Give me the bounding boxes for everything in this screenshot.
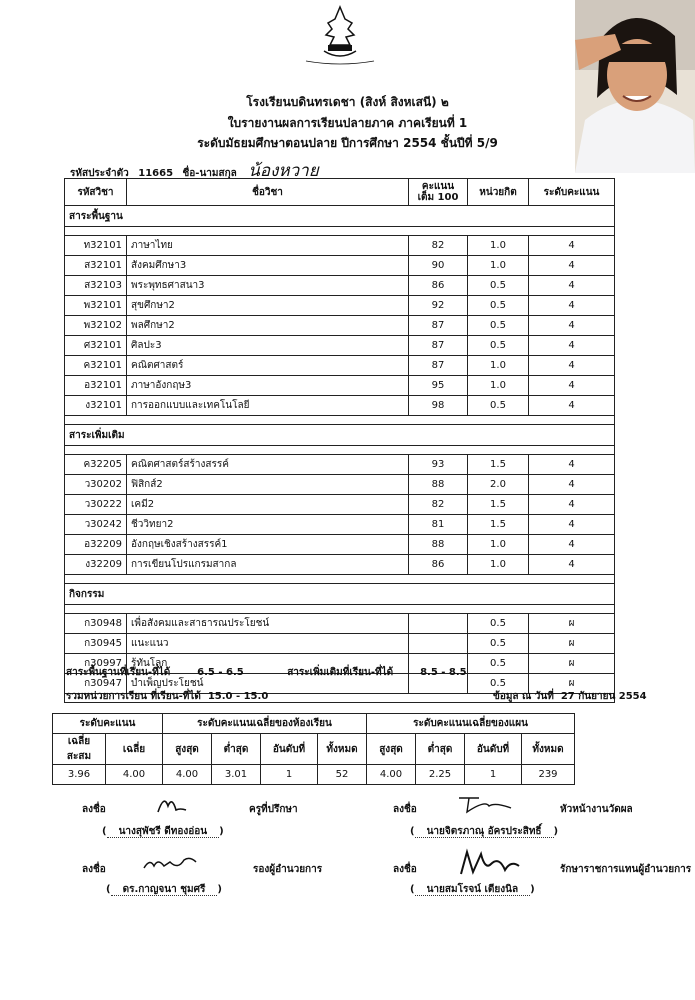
data-date [493, 689, 647, 704]
subject-name: สังคมศึกษา3 [127, 256, 409, 276]
subject-score: 86 [409, 555, 468, 575]
subject-credit: 0.5 [468, 316, 529, 336]
table-row [65, 515, 615, 535]
subject-score: 98 [409, 396, 468, 416]
table-row [65, 316, 615, 336]
subject-credit: 1.5 [468, 515, 529, 535]
subject-code: ง32209 [65, 555, 127, 575]
total-summary [66, 689, 268, 704]
subject-score [409, 614, 468, 634]
stats-grade-header: ระดับคะแนน [53, 714, 163, 734]
subject-code: ก30948 [65, 614, 127, 634]
subject-score [409, 634, 468, 654]
summary-line-1 [66, 665, 507, 680]
table-row [65, 614, 615, 634]
signature-mark-1 [150, 792, 190, 816]
signer-2: ( นายจิตรภาณุ อัครประสิทธิ์ ) [410, 826, 559, 837]
subject-code: ส32101 [65, 256, 127, 276]
subject-code: ว30222 [65, 495, 127, 515]
stats-plan-total-value: 239 [522, 765, 575, 785]
subject-code: ก30947 [65, 674, 127, 694]
group-title: สาระพื้นฐาน [65, 206, 615, 227]
extra-summary-value: 8.5 - 8.5 [420, 667, 467, 678]
subject-level: ผ [529, 634, 615, 654]
signature-mark-3 [140, 852, 200, 876]
signer-4-name: นายสมโรจน์ เตียงนิล [415, 884, 531, 896]
subject-code: ก30945 [65, 634, 127, 654]
subject-level: 4 [529, 296, 615, 316]
stats-plan-rank-value: 1 [465, 765, 522, 785]
subject-name: ชีววิทยา2 [127, 515, 409, 535]
subject-score: 82 [409, 495, 468, 515]
subject-score: 86 [409, 276, 468, 296]
report-title: ใบรายงานผลการเรียนปลายภาค ภาคเรียนที่ 1 [227, 116, 468, 130]
subject-score: 92 [409, 296, 468, 316]
table-row [65, 376, 615, 396]
table-row [65, 495, 615, 515]
subject-code: อ32209 [65, 535, 127, 555]
total-summary-value: 15.0 - 15.0 [207, 691, 269, 702]
subject-score: 90 [409, 256, 468, 276]
subject-level: 4 [529, 455, 615, 475]
signature-mark-4 [455, 848, 525, 878]
subject-code: อ32101 [65, 376, 127, 396]
stats-class-total-value: 52 [318, 765, 367, 785]
signer-3: ( ดร.กาญจนา ชุมศรี ) [106, 884, 222, 895]
group-title: กิจกรรม [65, 584, 615, 605]
subject-credit: 0.5 [468, 614, 529, 634]
subject-credit: 0.5 [468, 674, 529, 694]
subject-score: 95 [409, 376, 468, 396]
subject-code: ศ32101 [65, 336, 127, 356]
group-header-row [65, 206, 615, 227]
sign-role-4: รักษาราชการแทนผู้อำนวยการ [560, 864, 692, 875]
table-row [65, 396, 615, 416]
subject-name: แนะแนว [127, 634, 409, 654]
stats-avg-label: เฉลี่ย [106, 734, 163, 765]
subject-credit: 0.5 [468, 396, 529, 416]
stats-plan-min-value: 2.25 [416, 765, 465, 785]
level-line: ระดับมัธยมศึกษาตอนปลาย ปีการศึกษา 2554 ชั้นปีที่ 5/9 [197, 136, 498, 150]
subject-name: พระพุทธศาสนา3 [127, 276, 409, 296]
subject-credit: 1.0 [468, 256, 529, 276]
subject-level: 4 [529, 236, 615, 256]
subject-level: 4 [529, 475, 615, 495]
stats-cum-value: 3.96 [53, 765, 106, 785]
school-crest-logo [300, 5, 380, 67]
subject-code: พ32102 [65, 316, 127, 336]
subject-level: 4 [529, 535, 615, 555]
subject-name: ภาษาไทย [127, 236, 409, 256]
subject-level: 4 [529, 316, 615, 336]
col-code: รหัสวิชา [65, 179, 127, 206]
subject-name: บำเพ็ญประโยชน์ [127, 674, 409, 694]
subject-credit: 0.5 [468, 336, 529, 356]
sign-label-4: ลงชื่อ [393, 864, 417, 875]
table-row [65, 296, 615, 316]
subject-name: ฟิสิกส์2 [127, 475, 409, 495]
subject-score: 88 [409, 535, 468, 555]
signature-mark-2 [455, 792, 515, 816]
subject-score: 88 [409, 475, 468, 495]
col-subject: ชื่อวิชา [127, 179, 409, 206]
table-row [65, 475, 615, 495]
sign-role-1: ครูที่ปรึกษา [249, 804, 298, 815]
subject-name: อังกฤษเชิงสร้างสรรค์1 [127, 535, 409, 555]
col-score-line1: คะแนน [421, 181, 455, 192]
spacer-row [65, 416, 615, 425]
subject-credit: 1.5 [468, 455, 529, 475]
col-level: ระดับคะแนน [529, 179, 615, 206]
stats-class-max-label: สูงสุด [163, 734, 212, 765]
subject-level: 4 [529, 515, 615, 535]
basic-summary [66, 667, 267, 678]
subject-credit: 1.0 [468, 376, 529, 396]
subject-score: 82 [409, 236, 468, 256]
subject-code: ว30242 [65, 515, 127, 535]
sign-label-1: ลงชื่อ [82, 804, 106, 815]
stats-cum-label: เฉลี่ยสะสม [53, 734, 106, 765]
subject-name: พลศึกษา2 [127, 316, 409, 336]
signer-3-name: ดร.กาญจนา ชุมศรี [111, 884, 218, 896]
subject-score: 87 [409, 336, 468, 356]
stats-class-rank-label: อันดับที่ [261, 734, 318, 765]
subject-credit: 0.5 [468, 634, 529, 654]
sign-label-3: ลงชื่อ [82, 864, 106, 875]
date-value: 27 กันยายน 2554 [560, 691, 647, 702]
subject-name: ศิลปะ3 [127, 336, 409, 356]
stats-class-header: ระดับคะแนนเฉลี่ยของห้องเรียน [163, 714, 367, 734]
stats-plan-header: ระดับคะแนนเฉลี่ยของแผน [367, 714, 575, 734]
group-title: สาระเพิ่มเติม [65, 425, 615, 446]
subject-level: 4 [529, 276, 615, 296]
subject-code: ค32101 [65, 356, 127, 376]
subject-code: ง32101 [65, 396, 127, 416]
subject-credit: 0.5 [468, 654, 529, 674]
spacer-row [65, 605, 615, 614]
stats-plan-max-value: 4.00 [367, 765, 416, 785]
spacer-row [65, 575, 615, 584]
stats-plan-max-label: สูงสุด [367, 734, 416, 765]
subject-level: 4 [529, 356, 615, 376]
subject-name: การออกแบบและเทคโนโลยี [127, 396, 409, 416]
subject-credit: 0.5 [468, 276, 529, 296]
subject-name: การเขียนโปรแกรมสากล [127, 555, 409, 575]
subject-level: 4 [529, 396, 615, 416]
subject-level: ผ [529, 654, 615, 674]
signer-1: ( นางสุพัชรี ดีทองอ่อน ) [102, 826, 224, 837]
subject-credit: 1.0 [468, 356, 529, 376]
col-credit: หน่วยกิต [468, 179, 529, 206]
table-row [65, 535, 615, 555]
table-row [65, 634, 615, 654]
subject-code: ท32101 [65, 236, 127, 256]
basic-summary-value: 6.5 - 6.5 [197, 667, 244, 678]
basic-summary-label: สาระพื้นฐานที่เรียน-ที่ได้ [66, 667, 171, 678]
group-header-row [65, 425, 615, 446]
subject-credit: 2.0 [468, 475, 529, 495]
subject-credit: 1.5 [468, 495, 529, 515]
school-name: โรงเรียนบดินทรเดชา (สิงห์ สิงหเสนี) ๒ [246, 95, 449, 109]
subject-credit: 0.5 [468, 296, 529, 316]
subject-level: ผ [529, 674, 615, 694]
table-row [65, 256, 615, 276]
grades-table [64, 178, 615, 703]
total-summary-label: รวมหน่วยการเรียน ที่เรียน-ที่ได้ [66, 691, 201, 702]
stats-plan-total-label: ทั้งหมด [522, 734, 575, 765]
stats-table [52, 713, 575, 785]
subject-level: ผ [529, 614, 615, 634]
subject-level: 4 [529, 336, 615, 356]
subject-level: 4 [529, 256, 615, 276]
subject-level: 4 [529, 555, 615, 575]
stats-avg-value: 4.00 [106, 765, 163, 785]
subject-code: ค32205 [65, 455, 127, 475]
subject-name: เพื่อสังคมและสาธารณประโยชน์ [127, 614, 409, 634]
group-header-row [65, 584, 615, 605]
student-id: 11665 [138, 168, 174, 179]
subject-name: ภาษาอังกฤษ3 [127, 376, 409, 396]
spacer-row [65, 227, 615, 236]
student-id-label: รหัสประจำตัว [70, 168, 129, 179]
sign-label-2: ลงชื่อ [393, 804, 417, 815]
extra-summary [287, 667, 486, 678]
subject-code: พ32101 [65, 296, 127, 316]
subject-name: คณิตศาสตร์ [127, 356, 409, 376]
subject-credit: 1.0 [468, 236, 529, 256]
subject-name: สุขศึกษา2 [127, 296, 409, 316]
table-row [65, 236, 615, 256]
student-name-label: ชื่อ-นามสกุล [182, 168, 237, 179]
stats-class-min-label: ต่ำสุด [212, 734, 261, 765]
subject-credit: 1.0 [468, 535, 529, 555]
signer-4: ( นายสมโรจน์ เตียงนิล ) [410, 884, 535, 895]
stats-plan-min-label: ต่ำสุด [416, 734, 465, 765]
sign-role-2: หัวหน้างานวัดผล [560, 804, 633, 815]
stats-class-rank-value: 1 [261, 765, 318, 785]
subject-credit: 1.0 [468, 555, 529, 575]
subject-name: รู้ทันโลก [127, 654, 409, 674]
date-label: ข้อมูล ณ วันที่ [493, 691, 554, 702]
table-row [65, 276, 615, 296]
signer-2-name: นายจิตรภาณุ อัครประสิทธิ์ [415, 826, 554, 838]
table-row [65, 356, 615, 376]
table-row [65, 336, 615, 356]
signer-1-name: นางสุพัชรี ดีทองอ่อน [107, 826, 220, 838]
stats-class-max-value: 4.00 [163, 765, 212, 785]
subject-name: คณิตศาสตร์สร้างสรรค์ [127, 455, 409, 475]
subject-score: 93 [409, 455, 468, 475]
table-row [65, 455, 615, 475]
stats-class-total-label: ทั้งหมด [318, 734, 367, 765]
stats-class-min-value: 3.01 [212, 765, 261, 785]
extra-summary-label: สาระเพิ่มเติมที่เรียน-ที่ได้ [287, 667, 394, 678]
subject-code: ก30997 [65, 654, 127, 674]
sign-role-3: รองผู้อำนวยการ [253, 864, 323, 875]
student-name: น้องหวาย [248, 161, 319, 181]
table-row [65, 555, 615, 575]
subject-code: ส32103 [65, 276, 127, 296]
table-header-row [65, 179, 615, 206]
col-score [409, 179, 468, 206]
subject-code: ว30202 [65, 475, 127, 495]
subject-level: 4 [529, 495, 615, 515]
col-score-line2: เต็ม 100 [417, 192, 459, 203]
stats-plan-rank-label: อันดับที่ [465, 734, 522, 765]
subject-score: 87 [409, 316, 468, 336]
spacer-row [65, 446, 615, 455]
subject-score: 81 [409, 515, 468, 535]
subject-score: 87 [409, 356, 468, 376]
subject-level: 4 [529, 376, 615, 396]
subject-name: เคมี2 [127, 495, 409, 515]
